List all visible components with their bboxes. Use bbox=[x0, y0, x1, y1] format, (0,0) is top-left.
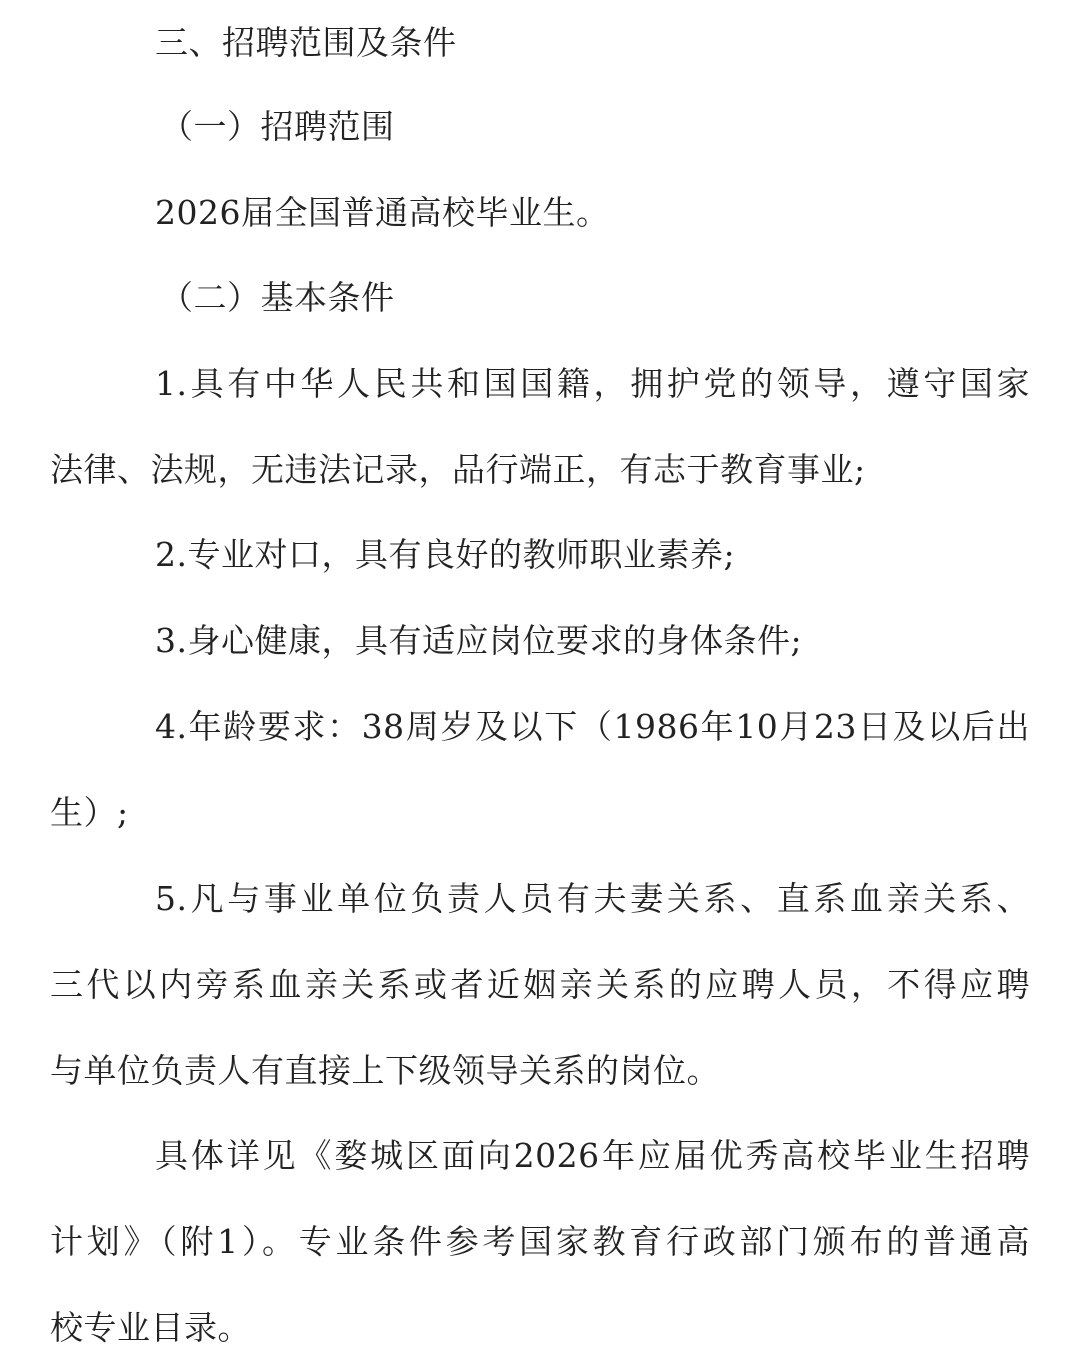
condition-item-3: 3.身心健康，具有适应岗位要求的身体条件; bbox=[155, 621, 803, 660]
condition-item-4-line-2: 生）; bbox=[50, 793, 129, 832]
detail-paragraph-line-3: 校专业目录。 bbox=[50, 1308, 251, 1347]
subsection-heading-conditions: （二）基本条件 bbox=[160, 278, 395, 317]
condition-item-1-line-1: 1.具有中华人民共和国国籍，拥护党的领导，遵守国家 bbox=[155, 364, 1030, 403]
detail-paragraph-line-2: 计划》（附1）。专业条件参考国家教育行政部门颁布的普通高 bbox=[50, 1222, 1030, 1261]
condition-item-5-line-2: 三代以内旁系血亲关系或者近姻亲关系的应聘人员，不得应聘 bbox=[50, 965, 1030, 1004]
condition-item-5-line-3: 与单位负责人有直接上下级领导关系的岗位。 bbox=[50, 1051, 720, 1090]
scope-text: 2026届全国普通高校毕业生。 bbox=[155, 193, 610, 232]
detail-paragraph-line-1: 具体详见《婺城区面向2026年应届优秀高校毕业生招聘 bbox=[155, 1136, 1030, 1175]
section-heading: 三、招聘范围及条件 bbox=[155, 23, 457, 62]
condition-item-4-line-1: 4.年龄要求：38周岁及以下（1986年10月23日及以后出 bbox=[155, 707, 1030, 746]
subsection-heading-scope: （一）招聘范围 bbox=[160, 107, 395, 146]
condition-item-5-line-1: 5.凡与事业单位负责人员有夫妻关系、直系血亲关系、 bbox=[155, 879, 1030, 918]
condition-item-2: 2.专业对口，具有良好的教师职业素养; bbox=[155, 535, 736, 574]
condition-item-1-line-2: 法律、法规，无违法记录，品行端正，有志于教育事业; bbox=[50, 450, 866, 489]
